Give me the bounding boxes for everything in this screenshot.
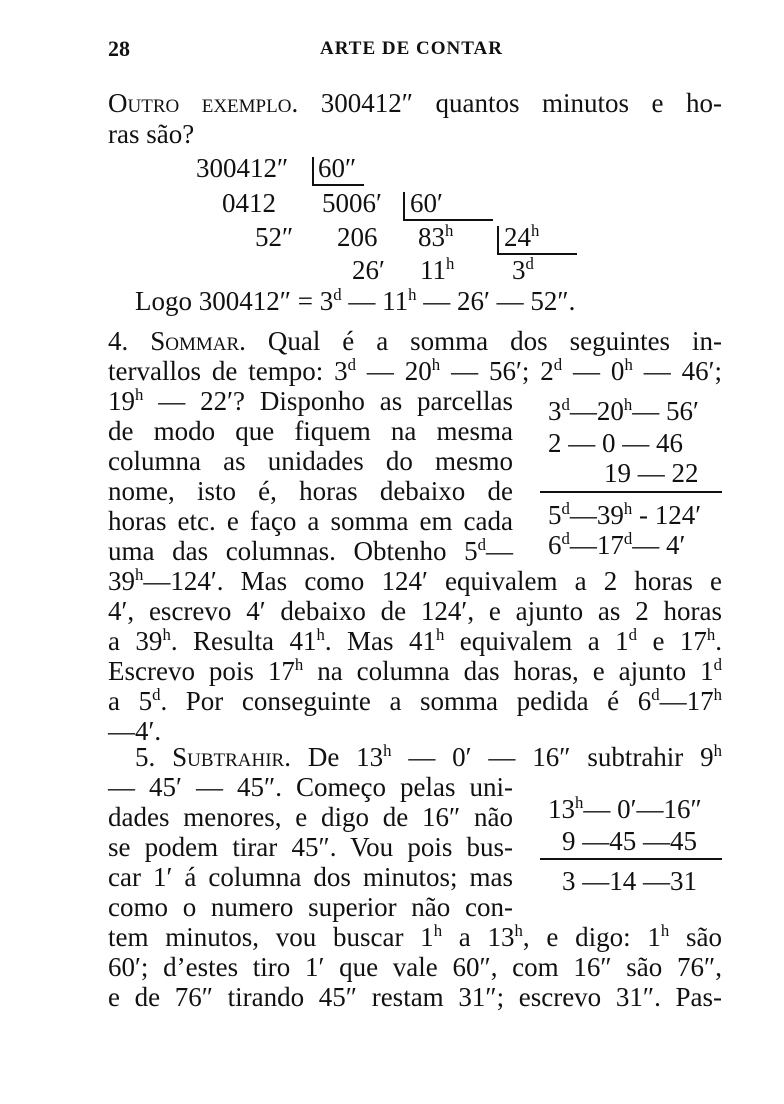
- text-line: de modo que fiquem na mesma: [108, 416, 513, 446]
- division-bracket: [497, 253, 577, 255]
- text-line: —4′.: [108, 716, 162, 746]
- sum-row: 3$^d$—20$^h$— 56′: [548, 395, 699, 426]
- page-number: 28: [108, 36, 130, 61]
- text-line: columna as unidades do mesmo: [108, 446, 513, 476]
- division-divisor: 60″: [318, 153, 357, 183]
- result-line: Logo $300412'' = 3^d$ — 11$^h$ — 26′ — 52″.: [135, 285, 576, 316]
- sum-row: 6$^d$—17$^d$— 4′: [548, 529, 686, 560]
- sum-row: 19 — 22: [604, 458, 699, 488]
- sum-rule: [540, 491, 722, 493]
- text-line: — 45′ — 45″. Começo pelas uni-: [108, 772, 513, 802]
- division-bracket: [312, 184, 364, 186]
- running-title: ARTE DE CONTAR: [320, 38, 503, 59]
- text-line: 4′, escrevo 4′ debaixo de 124′, e ajunto as 2 horas: [108, 596, 722, 626]
- text-line: 39$^h$—124′. Mas como 124′ equivalem a 2 horas e: [108, 565, 722, 596]
- text-line: como o numero superior não con-: [108, 892, 513, 922]
- text-line: ras são?: [108, 119, 195, 149]
- text-line: dades menores, e digo de 16″ não: [108, 802, 513, 832]
- text-line: uma das columnas. Obtenho 5$^d$—: [108, 535, 513, 566]
- text-line: 5. Subtrahir. De 13$^h$ — 0′ — 16″ subtrahir 9$^h$: [135, 741, 723, 772]
- division-value: 11$^h$: [420, 254, 455, 285]
- division-bracket: [312, 157, 314, 185]
- text-line: 19$^h$ — 22′? Disponho as parcellas: [108, 385, 513, 416]
- text-line: se podem tirar 45″. Vou pois bus-: [108, 832, 513, 862]
- text-line: e de 76″ tirando 45″ restam 31″; escrevo 31″. Pas-: [108, 982, 722, 1012]
- text-line: tem minutos, vou buscar 1$^h$ a 13$^h$, e digo: 1$^h$ são: [108, 921, 722, 952]
- division-value: 83$^h$: [418, 221, 454, 252]
- text-line: nome, isto é, horas debaixo de: [108, 476, 513, 506]
- division-value: 5006′: [322, 188, 382, 218]
- division-value: 26′: [352, 255, 385, 285]
- text-line: horas etc. e faço a somma em cada: [108, 506, 513, 536]
- division-value: 3$^d$: [512, 254, 534, 285]
- division-dividend: 300412″: [196, 153, 289, 183]
- division-divisor: 24$^h$: [504, 221, 540, 252]
- division-bracket: [403, 192, 405, 220]
- text-line: tervallos de tempo: 3$^d$ — 20$^h$ — 56′; 2$^d$ — 0$^h$ — 46′;: [108, 355, 723, 386]
- sum-row: 2 — 0 — 46: [548, 428, 683, 458]
- subtraction-rule: [540, 858, 722, 860]
- text-line: a 39$^h$. Resulta 41$^h$. Mas 41$^h$ equivalem a 1$^d$ e 17$^h$.: [108, 625, 722, 656]
- text-line: Escrevo pois 17$^h$ na columna das horas, e ajunto 1$^d$: [108, 655, 722, 686]
- division-value: 0412: [222, 188, 276, 218]
- subtraction-row: 9 —45 —45: [562, 826, 697, 856]
- division-value: 52″: [255, 222, 294, 252]
- division-bracket: [497, 226, 499, 254]
- text-line: a 5$^d$. Por conseguinte a somma pedida é 6$^d$—17$^h$: [108, 685, 722, 716]
- sum-row: 5$^d$—39$^h$ - 124′: [548, 499, 702, 530]
- text-line: car 1′ á columna dos minutos; mas: [108, 862, 513, 892]
- division-divisor: 60′: [410, 188, 443, 218]
- text-line: 4. Sommar. Qual é a somma dos seguintes in-: [108, 326, 723, 356]
- subtraction-row: 3 —14 —31: [562, 866, 697, 896]
- text-line: Outro exemplo. 300412″ quantos minutos e ho-: [108, 88, 722, 118]
- division-value: 206: [337, 222, 378, 252]
- subtraction-row: 13$^h$— 0′—16″: [548, 793, 702, 824]
- text-line: 60′; d’estes tiro 1′ que vale 60″, com 16″ são 76″,: [108, 952, 722, 982]
